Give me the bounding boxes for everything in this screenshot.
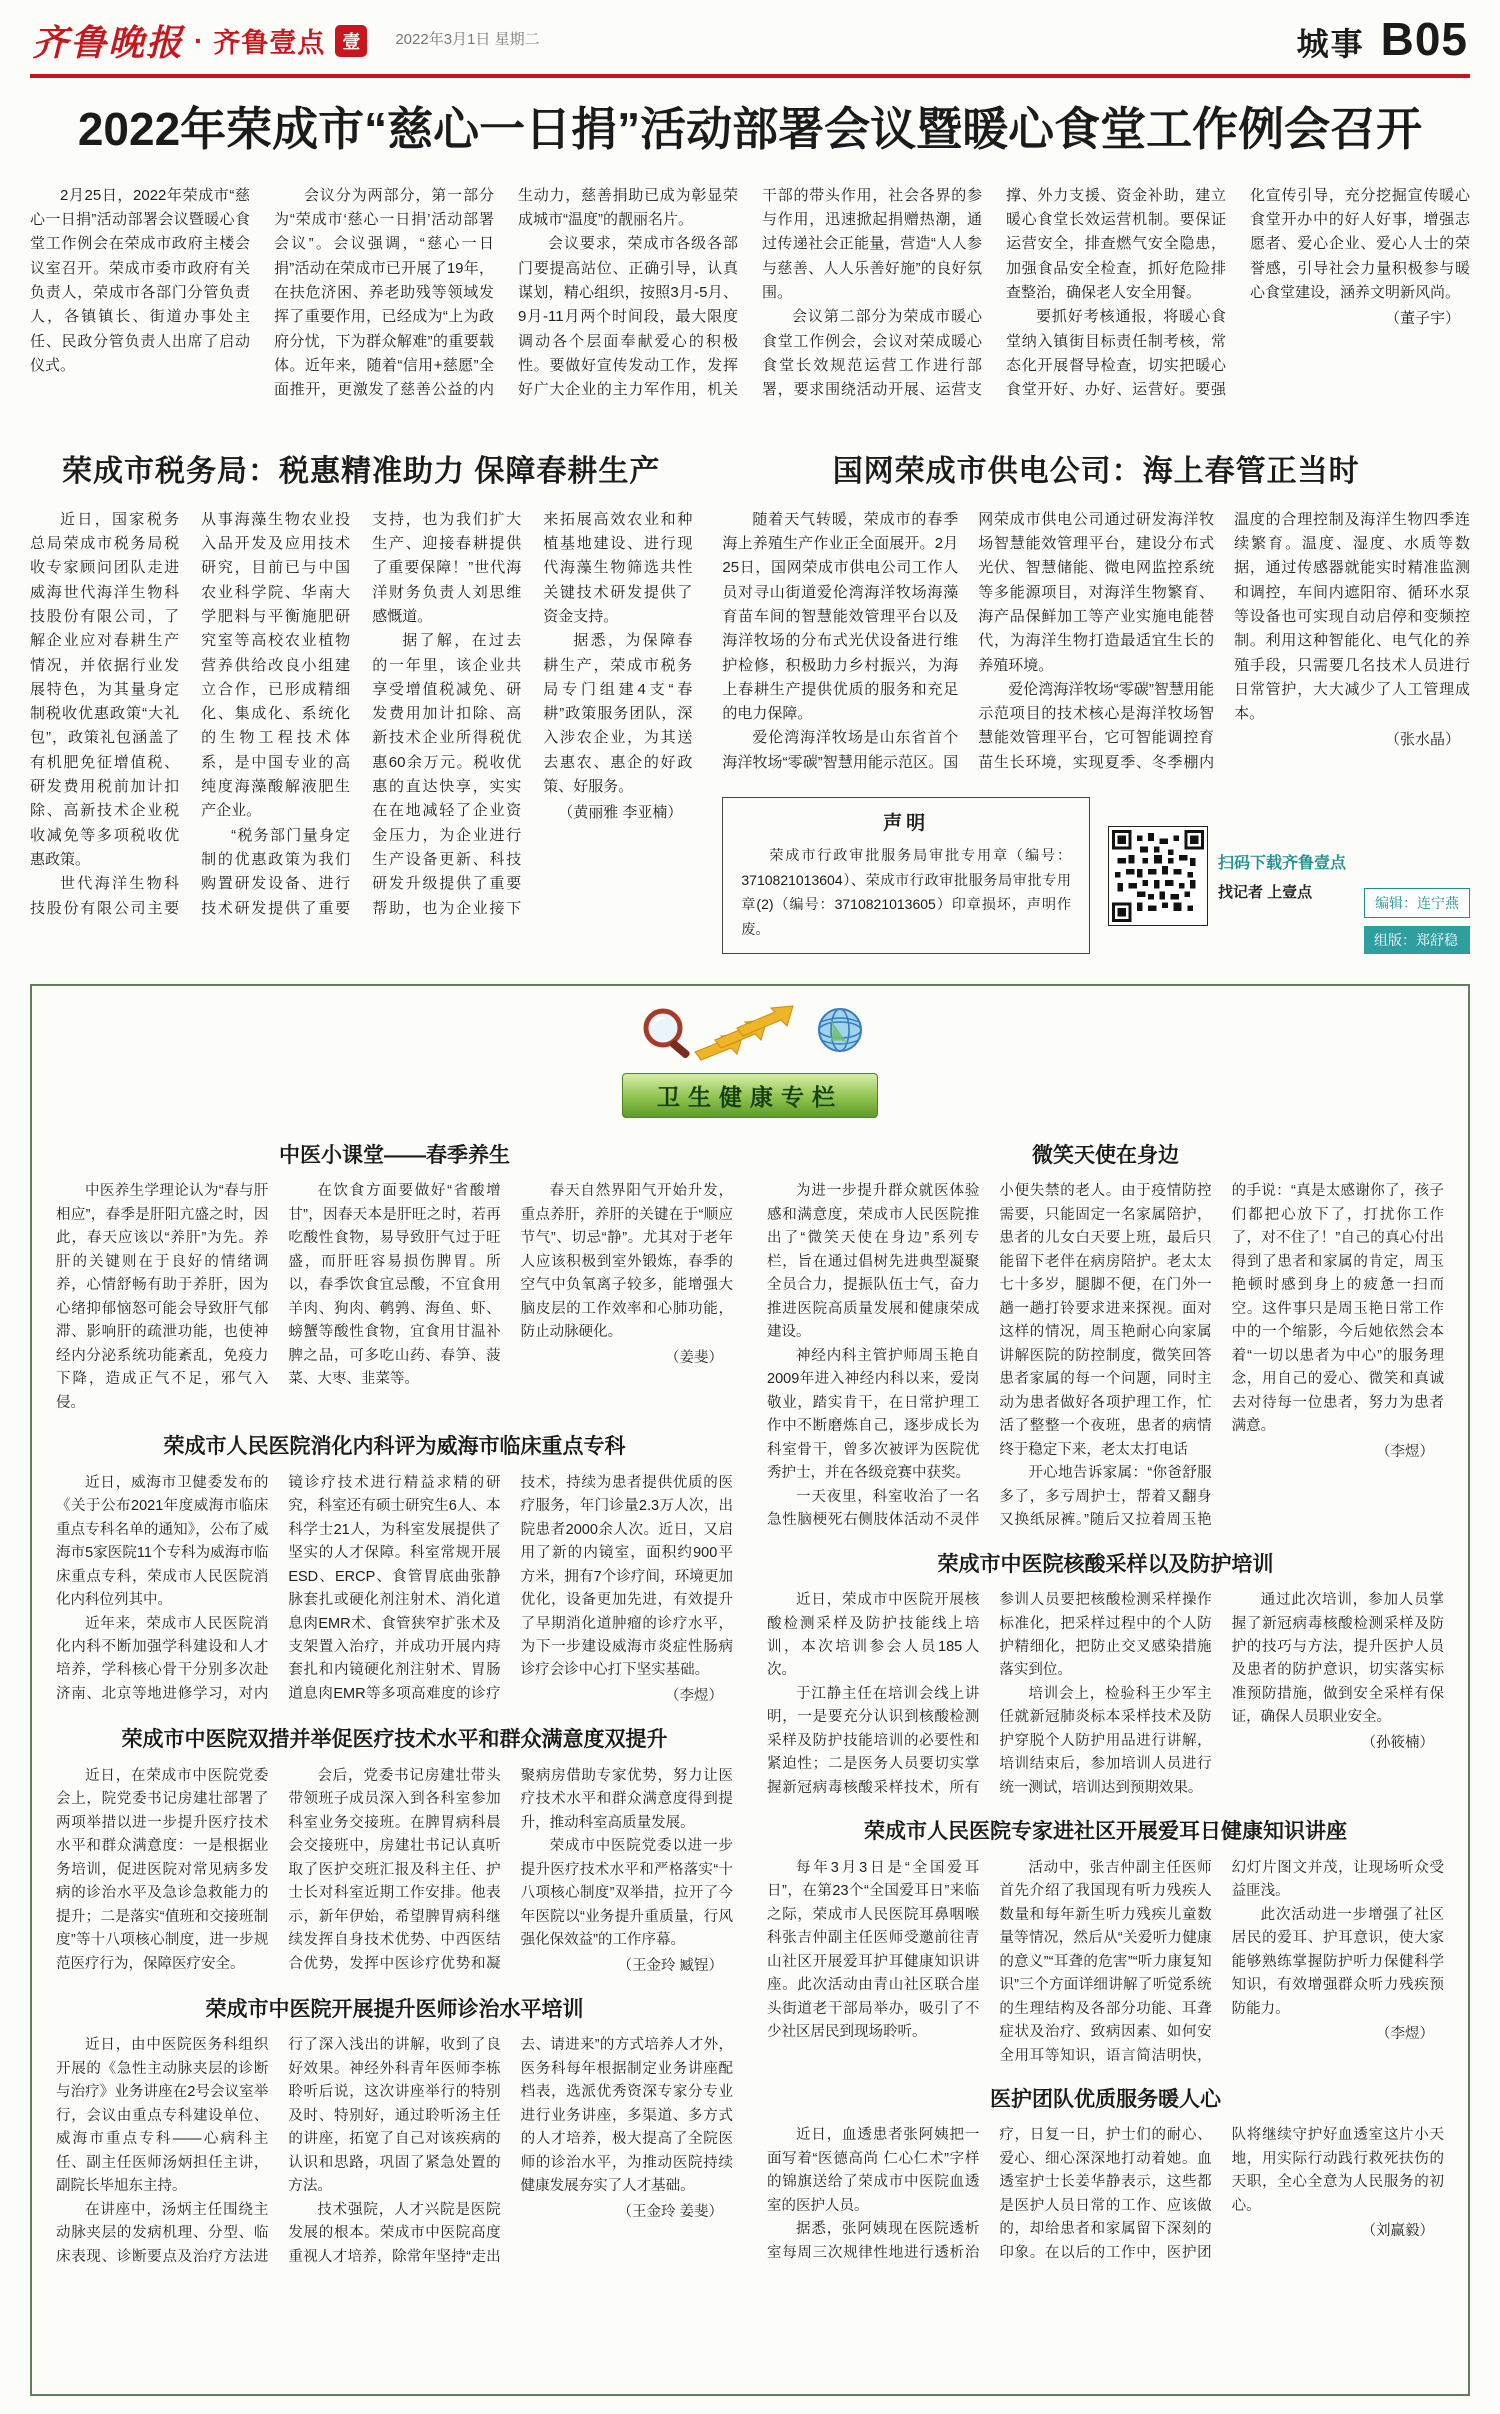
paragraphs: [56, 1180, 733, 1415]
paragraph: “税务部门量身定制的优惠政策为我们购置研发设备、进行技术研发提供了重要支持，也为我们扩大生产、迎接春耕提供了重要保障！”世代海洋财务负责人刘思维感慨道。: [201, 510, 522, 917]
paragraph: 据了解，在过去的一年里，该企业共享受增值税减免、研发费用加计扣除、高新技术企业所得税优惠60余万元。税收优惠的直达快享，实实在在地减轻了企业资金压力，为企业进行生产设备更新、科技研发升级提供了重要帮助，也为企业接下来拓展高效农业和种植基地建设、进行现代海藻生物筛选共性关键技术研发提供了资金支持。: [372, 510, 693, 917]
article-charity-meeting: [30, 94, 1470, 412]
paragraph: 一天夜里，科室收治了一名急性脑梗死右侧肢体活动不灵伴小便失禁的老人。由于疫情防控需要，只能固定一名家属陪护，患者的儿女白天要上班，最后只能留下老伴在病房陪护。老太太七十多岁，腿脚不便，在门外一趟一趟打铃要求进来探视。面对这样的情况，周玉艳耐心向家属讲解医院的防控制度，微笑回答患者家属的每一个问题，同时主动为患者做好各项护理工作，忙活了整整一个夜班，患者的病情终于稳定下来，老太太打电话: [767, 1183, 1212, 1529]
byline: （张水晶）: [1384, 731, 1460, 749]
paragraph: 荣成市中医院党委以进一步提升医疗技术水平和严格落实“十八项核心制度”双举措，拉开了今年医院以“业务提升重质量，行风强化保效益”的工作序幕。: [520, 1838, 733, 1949]
article-body: [56, 1472, 733, 1709]
layout-credit: 组版：郑舒稳: [1364, 926, 1470, 954]
paragraph: 爱伦湾海洋牧场是山东省首个海洋牧场“零碳”智慧用能示范区。国网荣成市供电公司通过研发海洋牧场智慧能效管理平台，建设分布式光伏、智慧储能、微电网监控系统等多能源项目，对海洋生物繁育、海产品保鲜加工等产业实施电能替代，为海洋生物打造最适宜生长的养殖环境。: [722, 510, 1215, 771]
paragraph: 春天自然界阳气开始升发，重点养肝，养肝的关键在于“顺应节气”、切忌“静”。尤其对于老年人应该积极到室外锻炼，春季的空气中负氧离子较多，能增强大脑皮层的工作效率和心肺功能，防止动脉硬化。: [520, 1183, 733, 1341]
paragraph: 据悉，为保障春耕生产，荣成市税务局专门组建4支“春耕”政策服务团队，深入涉农企业，为其送去惠农、惠企的好政策、好服务。: [543, 632, 693, 796]
statement-title: 声明: [883, 813, 930, 835]
page-credits: [1364, 797, 1470, 954]
statement-notice: [722, 797, 1090, 954]
article-nucleic-acid-training: [767, 1551, 1444, 1801]
publication-date: 2022年3月1日 星期二: [395, 31, 540, 48]
article-body: [767, 1857, 1444, 2068]
newspaper-sublogo: 齐鲁壹点: [213, 28, 326, 58]
byline: （姜斐）: [664, 1349, 723, 1366]
article-title: 中医小课堂——春季养生: [279, 1144, 510, 1168]
paragraph: 据悉，张阿姨现在医院透析室每周三次规律性地进行透析治疗，日复一日，护士们的耐心、爱心、细心深深地打动着她。血透室护士长姜华静表示，这些都是医护人员日常的工作、应该做的，却给患者和家属留下深刻的印象。在以后的工作中，医护团队将继续守护好血透室这片小天地，用实际行动践行救死扶伤的天职，全心全意为人民服务的初心。: [767, 2127, 1444, 2261]
article-title: 微笑天使在身边: [1032, 1144, 1179, 1168]
article-title: 荣成市人民医院消化内科评为威海市临床重点专科: [163, 1435, 626, 1459]
byline: （王金玲 臧锃）: [617, 1957, 723, 1974]
masthead-rule: [30, 74, 1470, 78]
article-body: [767, 2124, 1444, 2265]
article-tcm-spring-health: [56, 1142, 733, 1415]
masthead: [30, 10, 1470, 74]
paragraph: 近日，国家税务总局荣成市税务局税收专家顾问团队走进威海世代海洋生物科技股份有限公司，了解企业应对春耕生产情况，并依据行业发展特色，为其量身定制税收优惠政策“大礼包”，政策礼包涵盖了有机肥免征增值税、研发费用税前加计扣除、高新技术企业税收减免等多项税收优惠政策。: [30, 510, 180, 868]
paragraph: 近日，由中医院医务科组织开展的《急性主动脉夹层的诊断与治疗》业务讲座在2号会议室举行，会议由重点专科建设单位、威海市重点专科——心病科主任、副主任医师汤炳担任主讲，副院长毕旭东主持。: [56, 2037, 269, 2195]
paragraphs: [56, 1765, 733, 1978]
paragraph: 世代海洋生物科技股份有限公司主要从事海藻生物农业投入品开发及应用技术研究，目前已与中国农业科学院、华南大学肥料与平衡施肥研究室等高校农业植物营养供给改良小组建立合作，已形成精细化、集成化、系统化的生物工程技术体系，是中国专业的高纯度海藻酸解液肥生产企业。: [30, 510, 351, 917]
article-title: 国网荣成市供电公司：海上春管正当时: [832, 454, 1360, 488]
health-banner-title: 卫生健康专栏: [622, 1073, 878, 1118]
byline: （黄丽雅 李亚楠）: [558, 804, 683, 822]
paragraph: 近日，威海市卫健委发布的《关于公布2021年度威海市临床重点专科名单的通知》，公布了威海市5家医院11个专科为威海市临床重点专科，荣成市人民医院消化内科位列其中。: [56, 1474, 269, 1609]
paragraph: 活动中，张吉仲副主任医师首先介绍了我国现有听力残疾人数量和每年新生听力残疾儿童数量等情况，然后从“关爱听力健康的意义”“耳聋的危害”“听力康复知识”三个方面详细讲解了听觉系统的生理结构及各部分功能、耳聋症状及治疗、致病因素、如何安全用耳等知识，语言简洁明快，幻灯片图文并茂，让现场听众受益匪浅。: [999, 1859, 1444, 2064]
middle-band: [30, 442, 1470, 954]
article-physician-training: [56, 1996, 733, 2269]
article-power-company: [722, 442, 1470, 775]
paragraphs: [767, 1180, 1444, 1532]
statement-body: 荣成市行政审批服务局审批专用章（编号：3710821013604）、荣成市行政审批服务局审批专用章(2)（编号：3710821013605）印章损坏，声明作废。: [741, 847, 1071, 937]
newspaper-logo: 齐鲁晚报: [32, 23, 185, 63]
article-title: 荣成市中医院双措并举促医疗技术水平和群众满意度双提升: [121, 1728, 668, 1752]
section-name: 城事: [1296, 26, 1365, 62]
article-medical-team-service: [767, 2086, 1444, 2265]
paragraph: 通过此次培训，参加人员掌握了新冠病毒核酸检测采样及防护的技巧与方法，提升医护人员及患者的防护意识，切实落实标准预防措施，做到安全采样有保证，确保人员职业安全。: [1231, 1592, 1444, 1726]
article-tcm-hospital-dual-measures: [56, 1726, 733, 1978]
article-body: [30, 184, 1470, 412]
article-smiling-angel: [767, 1142, 1444, 1533]
health-right-column: [767, 1132, 1444, 2378]
qr-code-icon: [1108, 826, 1208, 926]
article-body: [722, 508, 1470, 775]
health-banner: [52, 1000, 1448, 1118]
notice-row: [722, 797, 1470, 954]
paragraph: 2月25日，2022年荣成市“慈心一日捐”活动部署会议暨暖心食堂工作例会在荣成市政府主楼会议室召开。荣成市委市政府有关负责人，荣成市各部门分管负责人，各镇镇长、街道办事处主任、民政分管负责人出席了启动仪式。: [30, 186, 250, 374]
brand: [32, 15, 540, 66]
article-tax-bureau: [30, 442, 692, 954]
article-body: [56, 2034, 733, 2269]
section-label: [1297, 12, 1468, 66]
article-body: [767, 1589, 1444, 1800]
article-title: 荣成市税务局：税惠精准助力 保障春耕生产: [62, 454, 661, 488]
paragraph: 爱伦湾海洋牧场“零碳”智慧用能示范项目的技术核心是海洋牧场智慧能效管理平台，它可智能调控育苗生长环境，实现夏季、冬季棚内温度的合理控制及海洋生物四季连续繁育。温度、湿度、水质等数据，通过传感器就能实时精准监测和调控，车间内遮阳帘、循环水泵等设备也可实现自动启停和变频控制。利用这种智能化、电气化的养殖手段，只需要几名技术人员进行日常管护，大大减少了人工管理成本。: [978, 510, 1470, 771]
paragraph: 每年3月3日是“全国爱耳日”，在第23个“全国爱耳日”来临之际，荣成市人民医院耳鼻咽喉科张吉仲副主任医师受邀前往青山社区开展爱耳护耳健康知识讲座。此次活动由青山社区联合崖头街道老干部局举办，吸引了不少社区居民到现场聆听。: [767, 1859, 980, 2041]
page-number: B05: [1380, 13, 1468, 65]
paragraph: 中医养生学理论认为“春与肝相应”，春季是肝阳亢盛之时，因此，春天应该以“养肝”为先。养肝的关键则在于良好的情绪调养，心情舒畅有助于养肝，因为心绪抑郁恼怒可能会导致肝气郁滞、影响肝的疏泄功能，也使神经内分泌系统功能紊乱，免疫力下降，造成正气不足，邪气入侵。: [56, 1183, 269, 1411]
health-banner-art-icon: [625, 1000, 875, 1071]
paragraphs: [767, 2124, 1444, 2265]
paragraphs: [56, 2034, 733, 2269]
paragraphs: [30, 508, 692, 921]
paragraph: 在饮食方面要做好“省酸增甘”，因春天本是肝旺之时，若再吃酸性食物，易导致肝气过于旺盛，而肝旺容易损伤脾胃。所以，春季饮食宜忌酸，不宜食用羊肉、狗肉、鹌鹑、海鱼、虾、螃蟹等酸性食物，宜食用甘温补脾之品，可多吃山药、春笋、菠菜、大枣、韭菜等。: [288, 1183, 501, 1388]
paragraph: 近年来，荣成市人民医院消化内科不断加强学科建设和人才培养，学科核心骨干分别多次赴济南、北京等地进修学习，对内镜诊疗技术进行精益求精的研究，科室还有硕士研究生6人、本科学士21人，为科室发展提供了坚实的人才保障。科室常规开展ESD、ERCP、食管胃底曲张静脉套扎或硬化剂注射术、消化道息肉EMR术、食管狭窄扩张术及支架置入治疗，并成功开展内痔套扎和内镜硬化剂注射术、胃肠道息肉EMR等多项高难度的诊疗技术，持续为患者提供优质的医疗服务，年门诊量2.3万人次，出院患者2000余人次。近日，又启用了新的内镜室，面积约900平方米，拥有7个诊疗间，环境更加优化，设备更加先进，有效提升了早期消化道肿瘤的诊疗水平，为下一步建设威海市炎症性肠病诊疗会诊中心打下坚实基础。: [56, 1474, 733, 1702]
byline: （孙筱楠）: [1361, 1734, 1434, 1751]
byline: （李煜）: [664, 1687, 723, 1704]
byline: （董子宇）: [1384, 310, 1460, 328]
byline: （李煜）: [1375, 2026, 1434, 2043]
qr-block: [1108, 797, 1346, 954]
article-title: 荣成市中医院核酸采样以及防护培训: [937, 1552, 1274, 1576]
article-ear-care-lecture: [767, 1818, 1444, 2068]
article-body: [767, 1180, 1444, 1532]
byline: （李煜）: [1375, 1443, 1434, 1460]
paragraph: 要抓好考核通报，将暖心食堂纳入镇街目标责任制考核，常态化开展督导检查，切实把暖心食堂开好、办好、运营好。要强化宣传引导，充分挖掘宣传暖心食堂开办中的好人好事，增强志愿者、爱心企业、爱心人士的荣誉感，引导社会力量积极参与暖心食堂建设，涵养文明新风尚。: [1006, 186, 1470, 399]
paragraph: 随着天气转暖，荣成市的春季海上养殖生产作业正全面展开。2月25日，国网荣成市供电公司工作人员对寻山街道爱伦湾海洋牧场海藻育苗车间的智慧能效管理平台以及海洋牧场的分布式光伏设备进行维护检修，积极助力乡村振兴，为海上春耕生产提供优质的服务和充足的电力保障。: [722, 510, 959, 723]
paragraph: 技术强院，人才兴院是医院发展的根本。荣成市中医院高度重视人才培养，除常年坚持“走出去、请进来”的方式培养人才外，医务科每年根据制定业务讲座配档表，选派优秀资深专家分专业进行业务讲座，多渠道、多方式的人才培养，极大提高了全院医师的诊治水平，为推动医院持续健康发展夯实了人才基础。: [288, 2037, 733, 2265]
paragraph: 会议要求，荣成市各级各部门要提高站位、正确引导，认真谋划，精心组织，按照3月-5月、9月-11月两个时间段，最大限度调动各个层面奉献爱心的积极性。要做好宣传发动工作，发挥好广大企业的主力军作用，机关干部的带头作用，社会各界的参与作用，迅速掀起捐赠热潮，通过传递社会正能量，营造“人人参与慈善、人人乐善好施”的良好氛围。: [518, 186, 982, 399]
paragraph: 开心地告诉家属：“你爸舒服多了，多亏周护士，帮着又翻身又换纸尿裤。”随后又拉着周玉艳的手说：“真是太感谢你了，孩子们都把心放下了，打扰你工作了，对不住了！”自己的真心付出得到了患者和家属的肯定，周玉艳顿时感到身上的疲惫一扫而空。这件事只是周玉艳日常工作中的一个缩影，今后她依然会本着“一切以患者为中心”的服务理念，用自己的爱心、微笑和真诚去对待每一位患者，努力为患者满意。: [999, 1183, 1444, 1529]
lead-headline: 2022年荣成市“慈心一日捐”活动部署会议暨暖心食堂工作例会召开: [77, 103, 1423, 155]
article-body: [56, 1180, 733, 1415]
paragraph: 在讲座中，汤炳主任围绕主动脉夹层的发病机理、分型、临床表现、诊断要点及治疗方法进行了深入浅出的讲解，收到了良好效果。神经外科青年医师李栋聆听后说，这次讲座举行的特别及时、特别好，通过聆听汤主任的讲座，拓宽了自己对该疾病的认识和思路，巩固了紧急处置的方法。: [56, 2037, 501, 2265]
paragraph: 于江静主任在培训会线上讲明，一是要充分认识到核酸检测采样及防护技能培训的必要性和紧迫性；二是医务人员要切实掌握新冠病毒核酸采样技术，所有参训人员要把核酸检测采样操作标准化，把采样过程中的个人防护精细化，把防止交叉感染措施落实到位。: [767, 1592, 1212, 1796]
paragraph: 培训会上，检验科王少军主任就新冠肺炎标本采样技术及防护穿脱个人防护用品进行讲解，培训结束后，参加培训人员进行统一测试，培训达到预期效果。: [999, 1685, 1212, 1796]
paragraph: 此次活动进一步增强了社区居民的爱耳、护耳意识，使大家能够熟练掌握防护听力保健科学知识，有效增强群众听力残疾预防能力。: [1231, 1906, 1444, 2017]
article-body: [30, 508, 692, 938]
byline: （王金玲 姜斐）: [617, 2203, 723, 2220]
qr-caption-download: 扫码下载齐鲁壹点: [1217, 854, 1346, 872]
paragraph: 神经内科主管护师周玉艳自2009年进入神经内科以来，爱岗敬业，踏实肯干，在日常护理工作中不断磨炼自己，逐步成长为科室骨干，曾多次被评为医院优秀护士，并在各级竞赛中获奖。: [767, 1347, 980, 1482]
paragraph: 近日，在荣成市中医院党委会上，院党委书记房建壮部署了两项举措以进一步提升医疗技术水平和群众满意度：一是根据业务培训，促进医院对常见病多发病的诊治水平及急诊急救能力的提升；二是落实“值班和交接班制度”等十八项核心制度，进一步规范医疗行为，保障医疗安全。: [56, 1767, 269, 1972]
qr-captions: [1218, 850, 1346, 902]
editor-credit: 编辑：连宁燕: [1364, 888, 1470, 918]
qr-caption-reporter: 找记者 上壹点: [1217, 883, 1313, 901]
article-digestive-dept-honor: [56, 1433, 733, 1708]
paragraphs: [767, 1589, 1444, 1800]
health-column-section: [30, 984, 1470, 2396]
article-title: 荣成市中医院开展提升医师诊治水平培训: [205, 1998, 584, 2022]
paragraph: 近日，血透患者张阿姨把一面写着“医德高尚 仁心仁术”字样的锦旗送给了荣成市中医院血透室的医护人员。: [767, 2127, 980, 2214]
article-title: 医护团队优质服务暖人心: [990, 2088, 1221, 2112]
article-body: [56, 1765, 733, 1978]
paragraph: 近日，荣成市中医院开展核酸检测采样及防护技能线上培训，本次培训参会人员185人次。: [767, 1592, 980, 1679]
health-grid: [52, 1132, 1448, 2378]
paragraph: 会议第二部分为荣成市暖心食堂工作例会，会议对荣成暖心食堂长效规范运营工作进行部署，要求围绕活动开展、运营支撑、外力支援、资金补助，建立暖心食堂长效运营机制。要保证运营安全，排查燃气安全隐患，加强食品安全检查，抓好危险排查整治，确保老人安全用餐。: [762, 186, 1226, 399]
byline: （刘赢毅）: [1361, 2223, 1434, 2240]
health-left-column: [56, 1132, 733, 2378]
logo-separator: ·: [194, 24, 204, 56]
yidian-logo-icon: 壹: [335, 25, 367, 57]
paragraph: 为进一步提升群众就医体验感和满意度，荣成市人民医院推出了“微笑天使在身边”系列专栏，旨在通过倡树先进典型凝聚全员合力，提振队伍士气，奋力推进医院高质量发展和健康荣成建设。: [767, 1183, 980, 1341]
article-title: 荣成市人民医院专家进社区开展爱耳日健康知识讲座: [864, 1820, 1347, 1844]
paragraphs: [30, 184, 1470, 403]
paragraph: 会议分为两部分，第一部分为“荣成市‘慈心一日捐’活动部署会议”。会议强调，“慈心一日捐”活动在荣成市已开展了19年，在扶危济困、养老助残等领域发挥了重要作用，已经成为“上为政府分忧，下为群众解难”的重要载体。近年来，随着“信用+慈愿”全面推开，更激发了慈善公益的内生动力，慈善捐助已成为彰显荣成城市“温度”的靓丽名片。: [274, 186, 738, 399]
paragraphs: [56, 1472, 733, 1709]
paragraph: 会后，党委书记房建壮带头带领班子成员深入到各科室参加科室业务交接班。在脾胃病科晨会交接班中，房建壮书记认真听取了医护交班汇报及科主任、护士长对科室近期工作安排。他表示，新年伊始，希望脾胃病科继续发挥自身技术优势、中西医结合优势，发挥中医诊疗优势和凝聚病房借助专家优势，努力让医疗技术水平和群众满意度得到提升，推动科室高质量发展。: [288, 1767, 733, 1972]
middle-right-stack: [722, 442, 1470, 954]
